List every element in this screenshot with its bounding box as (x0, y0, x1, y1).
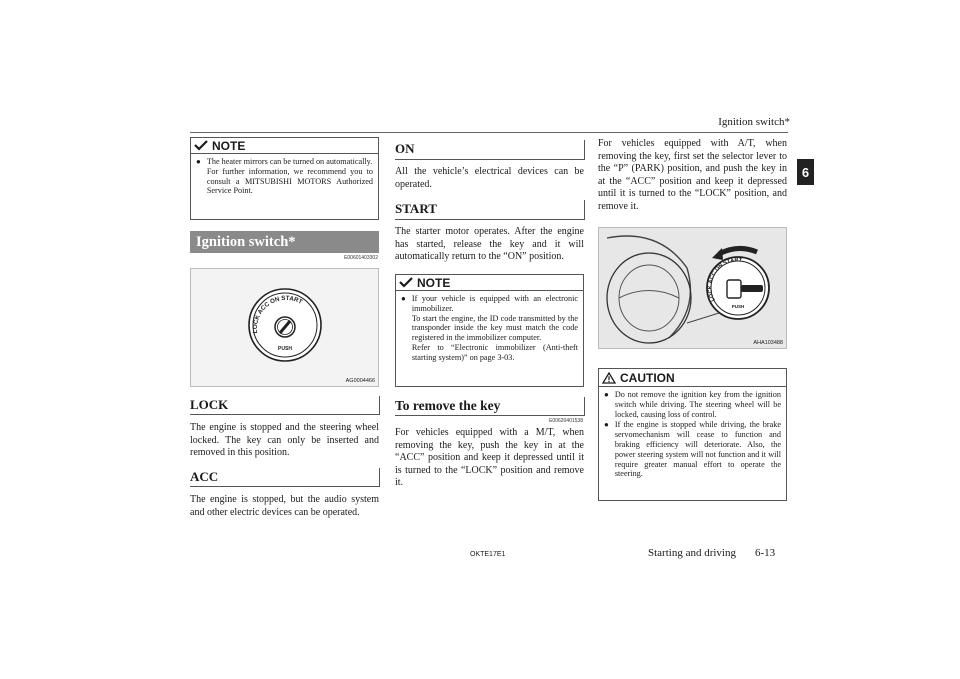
dashboard-key-figure (598, 227, 787, 349)
header-rule (190, 132, 788, 133)
ring-positions-text: LOCK ACC ON START (251, 294, 304, 334)
warning-triangle-icon (602, 372, 616, 384)
remove-key-at-description: For vehicles equipped with A/T, when removing the key, first set the selector lever to the “P” (PARK) position, and push the key in at the “ACC” position and keep it depressed until it is turned to the “LOCK” position, and remove it. (598, 138, 787, 212)
ignition-switch-figure (190, 268, 379, 387)
note-box-heater-mirrors (190, 137, 379, 220)
footer-section: Starting and driving (648, 547, 736, 559)
bullet-icon: ● (604, 390, 609, 399)
caution-item: ● If the engine is stopped while driving, the brake servomechanism will cease to function and braking efficiency will deteriorate. Also, the power steering system will not function and it will require greater manual effort to operate the steering. (604, 420, 781, 479)
footer-code: OKTE17E1 (470, 551, 506, 558)
ignition-switch-diagram (191, 269, 378, 386)
note-heading: NOTE (396, 275, 583, 290)
section-code: E00620401538 (549, 418, 583, 424)
note-check-icon (194, 140, 208, 151)
section-on-heading: ON (395, 140, 585, 160)
section-code: E00601403302 (344, 255, 378, 261)
running-header: Ignition switch* (718, 116, 790, 128)
section-start-heading: START (395, 200, 585, 220)
note-item: ● The heater mirrors can be turned on automatically. For further information, we recommend you to consult a MITSUBISHI MOTORS Authorized Service Point. (196, 157, 373, 196)
note-check-icon (399, 277, 413, 288)
figure-label: AHA103488 (753, 340, 783, 346)
bullet-icon: ● (196, 157, 201, 166)
acc-description: The engine is stopped, but the audio system and other electric devices can be operated. (190, 494, 379, 518)
bullet-icon: ● (401, 294, 406, 303)
lock-description: The engine is stopped and the steering wheel locked. The key can only be inserted and removed in this position. (190, 422, 379, 458)
ring-positions-text: LOCK ACC ON START (707, 257, 743, 303)
start-description: The starter motor operates. After the engine has started, release the key and it will automatically return to the “ON” position. (395, 226, 584, 262)
note-heading: NOTE (191, 138, 378, 153)
remove-key-mt-description: For vehicles equipped with a M/T, when removing the key, push the key in at the “ACC” position and keep it depressed until it is turned to the “LOCK” position and remove it. (395, 427, 584, 488)
caution-box (598, 368, 787, 501)
section-title-bar: Ignition switch* (190, 231, 379, 253)
section-lock-heading: LOCK (190, 396, 380, 415)
footer-page-number: 6-13 (755, 547, 776, 559)
chapter-tab: 6 (797, 159, 814, 185)
section-acc-heading: ACC (190, 468, 380, 487)
note-item: ● If your vehicle is equipped with an electronic immobilizer. To start the engine, the ID code transmitted by the transponder inside the key must match the code registered in the immobilizer computer. Refer to “Electronic immobilizer (Anti-theft starting system)” on page 3-03. (401, 294, 578, 362)
caution-item: ● Do not remove the ignition key from the ignition switch while driving. The steering wheel will be locked, causing loss of control. (604, 390, 781, 419)
caution-heading: CAUTION (599, 369, 786, 386)
section-remove-key-heading: To remove the key (395, 397, 585, 416)
push-text: PUSH (278, 346, 292, 352)
dashboard-key-diagram (599, 228, 786, 348)
on-description: All the vehicle’s electrical devices can be operated. (395, 166, 584, 190)
note-box-immobilizer (395, 274, 584, 387)
figure-label: AG0004466 (345, 378, 375, 384)
bullet-icon: ● (604, 420, 609, 430)
push-text: PUSH (731, 304, 745, 309)
